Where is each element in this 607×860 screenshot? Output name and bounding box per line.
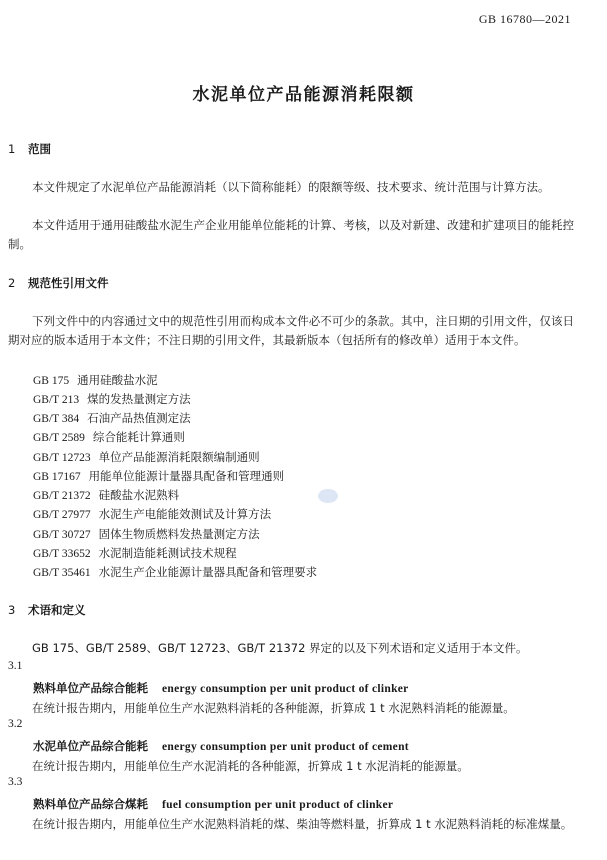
reference-code: GB/T 33652 bbox=[33, 548, 91, 560]
reference-item bbox=[33, 410, 191, 426]
reference-code: GB/T 12723 bbox=[33, 452, 91, 464]
reference-item bbox=[33, 545, 237, 561]
reference-code: GB/T 213 bbox=[33, 394, 80, 406]
reference-code: GB/T 27977 bbox=[33, 509, 91, 521]
reference-item bbox=[33, 487, 179, 503]
section-title: 术语和定义 bbox=[28, 603, 86, 617]
reference-title: 用能单位能源计量器具配备和管理通则 bbox=[88, 469, 285, 483]
standard-code: GB 16780—2021 bbox=[478, 12, 571, 26]
section-heading-terms bbox=[8, 602, 86, 618]
reference-code: GB/T 2589 bbox=[33, 432, 85, 444]
scope-paragraph-1: 本文件规定了水泥单位产品能源消耗（以下简称能耗）的限额等级、技术要求、统计范围与计算方法。 bbox=[32, 180, 550, 194]
reference-item bbox=[33, 526, 260, 542]
reference-code: GB/T 30727 bbox=[33, 529, 91, 541]
reference-title: 煤的发热量测定方法 bbox=[87, 392, 191, 406]
reference-item bbox=[33, 391, 191, 407]
reference-title: 水泥生产企业能源计量器具配备和管理要求 bbox=[98, 565, 318, 579]
reference-item bbox=[33, 429, 185, 445]
scope-paragraph-2: 本文件适用于通用硅酸盐水泥生产企业用能单位能耗的计算、考核，以及对新建、改建和扩建项目的能耗控制。 bbox=[8, 218, 574, 251]
term-definition: 在统计报告期内，用能单位生产水泥熟料消耗的各种能源，折算成 1 t 水泥熟料消耗的能源量。 bbox=[32, 701, 515, 715]
reference-title: 水泥生产电能能效测试及计算方法 bbox=[98, 507, 272, 521]
faint-stamp-mark bbox=[318, 489, 338, 503]
term-definition: 在统计报告期内，用能单位生产水泥消耗的各种能源，折算成 1 t 水泥消耗的能源量。 bbox=[32, 759, 469, 773]
clause-number: 3.1 bbox=[8, 660, 23, 672]
section-heading-normative-references bbox=[8, 275, 109, 291]
term-chinese: 水泥单位产品综合能耗 bbox=[33, 739, 148, 753]
clause-number: 3.2 bbox=[8, 718, 23, 730]
reference-item bbox=[33, 564, 317, 580]
reference-title: 水泥制造能耗测试技术规程 bbox=[98, 546, 237, 560]
term-definition: 在统计报告期内，用能单位生产水泥熟料消耗的煤、柴油等燃料量，折算成 1 t 水泥熟料消耗的标准煤量。 bbox=[32, 817, 573, 831]
reference-title: 石油产品热值测定法 bbox=[87, 411, 191, 425]
reference-title: 综合能耗计算通则 bbox=[92, 430, 185, 444]
term-english: energy consumption per unit product of clinker bbox=[162, 683, 409, 695]
term-heading bbox=[33, 738, 409, 754]
reference-title: 单位产品能源消耗限额编制通则 bbox=[98, 450, 260, 464]
reference-code: GB/T 384 bbox=[33, 413, 80, 425]
section-number: 2 bbox=[8, 276, 16, 290]
section-title: 范围 bbox=[28, 142, 51, 156]
terms-intro: GB 175、GB/T 2589、GB/T 12723、GB/T 21372 界定的以及下列术语和定义适用于本文件。 bbox=[32, 641, 528, 655]
reference-item bbox=[33, 506, 271, 522]
reference-code: GB 17167 bbox=[33, 471, 81, 483]
section-title: 规范性引用文件 bbox=[28, 276, 109, 290]
reference-code: GB/T 21372 bbox=[33, 490, 91, 502]
section-number: 1 bbox=[8, 142, 16, 156]
term-english: energy consumption per unit product of cement bbox=[162, 741, 409, 753]
reference-item bbox=[33, 468, 284, 484]
reference-item bbox=[33, 449, 260, 465]
term-english: fuel consumption per unit product of clinker bbox=[162, 799, 394, 811]
section-number: 3 bbox=[8, 603, 16, 617]
reference-item bbox=[33, 372, 158, 388]
section-heading-scope bbox=[8, 141, 51, 157]
term-chinese: 熟料单位产品综合能耗 bbox=[33, 681, 148, 695]
clause-number: 3.3 bbox=[8, 776, 23, 788]
reference-code: GB/T 35461 bbox=[33, 567, 91, 579]
term-chinese: 熟料单位产品综合煤耗 bbox=[33, 797, 148, 811]
term-heading bbox=[33, 796, 393, 812]
reference-title: 固体生物质燃料发热量测定方法 bbox=[98, 527, 260, 541]
normative-intro: 下列文件中的内容通过文中的规范性引用而构成本文件必不可少的条款。其中，注日期的引用文件，仅该日期对应的版本适用于本文件；不注日期的引用文件，其最新版本（包括所有的修改单）适用于本文件。 bbox=[8, 314, 574, 347]
reference-code: GB 175 bbox=[33, 375, 70, 387]
document-title: 水泥单位产品能源消耗限额 bbox=[192, 85, 415, 105]
term-heading bbox=[33, 680, 409, 696]
reference-title: 通用硅酸盐水泥 bbox=[77, 373, 158, 387]
reference-title: 硅酸盐水泥熟料 bbox=[98, 488, 180, 502]
